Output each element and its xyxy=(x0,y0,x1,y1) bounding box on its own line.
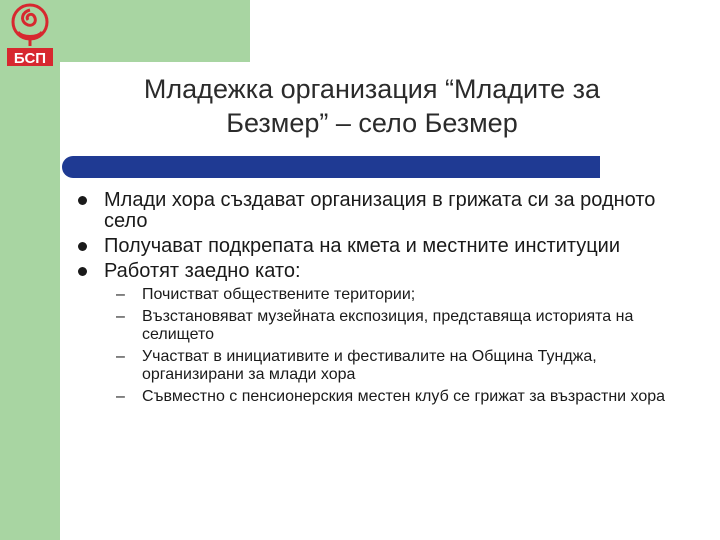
sub-bullet-item xyxy=(116,308,696,344)
dash-marker: – xyxy=(116,308,125,325)
bullet-item xyxy=(76,261,696,282)
bullet-dot-icon xyxy=(78,267,87,276)
bullet-text: Млади хора създават организация в грижата си за родното село xyxy=(104,189,656,232)
rose-icon xyxy=(13,5,47,46)
sub-bullet-item xyxy=(116,286,696,304)
slide-content xyxy=(76,190,696,410)
logo-text: БСП xyxy=(13,50,47,67)
bullet-item xyxy=(76,236,696,257)
bsp-logo xyxy=(4,2,56,68)
sub-bullet-text: Почистват обществените територии; xyxy=(142,286,416,303)
title-line-2: Безмер” – село Безмер xyxy=(226,108,518,138)
title-line-1: Младежка организация “Младите за xyxy=(143,74,601,104)
dash-marker: – xyxy=(116,348,125,365)
slide-title xyxy=(62,72,682,140)
sub-bullet-text: Възстановяват музейната експозиция, представяща историята на селището xyxy=(142,308,634,343)
sub-bullet-list xyxy=(116,286,696,406)
left-decorative-band xyxy=(0,0,60,540)
bullet-dot-icon xyxy=(78,196,87,205)
bullet-text: Получават подкрепата на кмета и местните институции xyxy=(104,235,621,257)
dash-marker: – xyxy=(116,286,125,303)
dash-marker: – xyxy=(116,388,125,405)
top-decorative-band xyxy=(60,0,250,62)
bullet-text: Работят заедно като: xyxy=(104,260,301,282)
sub-bullet-text: Участват в инициативите и фестивалите на Община Тунджа, организирани за млади хора xyxy=(142,348,597,383)
sub-bullet-item xyxy=(116,348,696,384)
bullet-dot-icon xyxy=(78,242,87,251)
title-underline-bar xyxy=(62,156,600,178)
sub-bullet-text: Съвместно с пенсионерския местен клуб се грижат за възрастни хора xyxy=(142,388,666,405)
bullet-item xyxy=(76,190,696,232)
sub-bullet-item xyxy=(116,388,696,406)
